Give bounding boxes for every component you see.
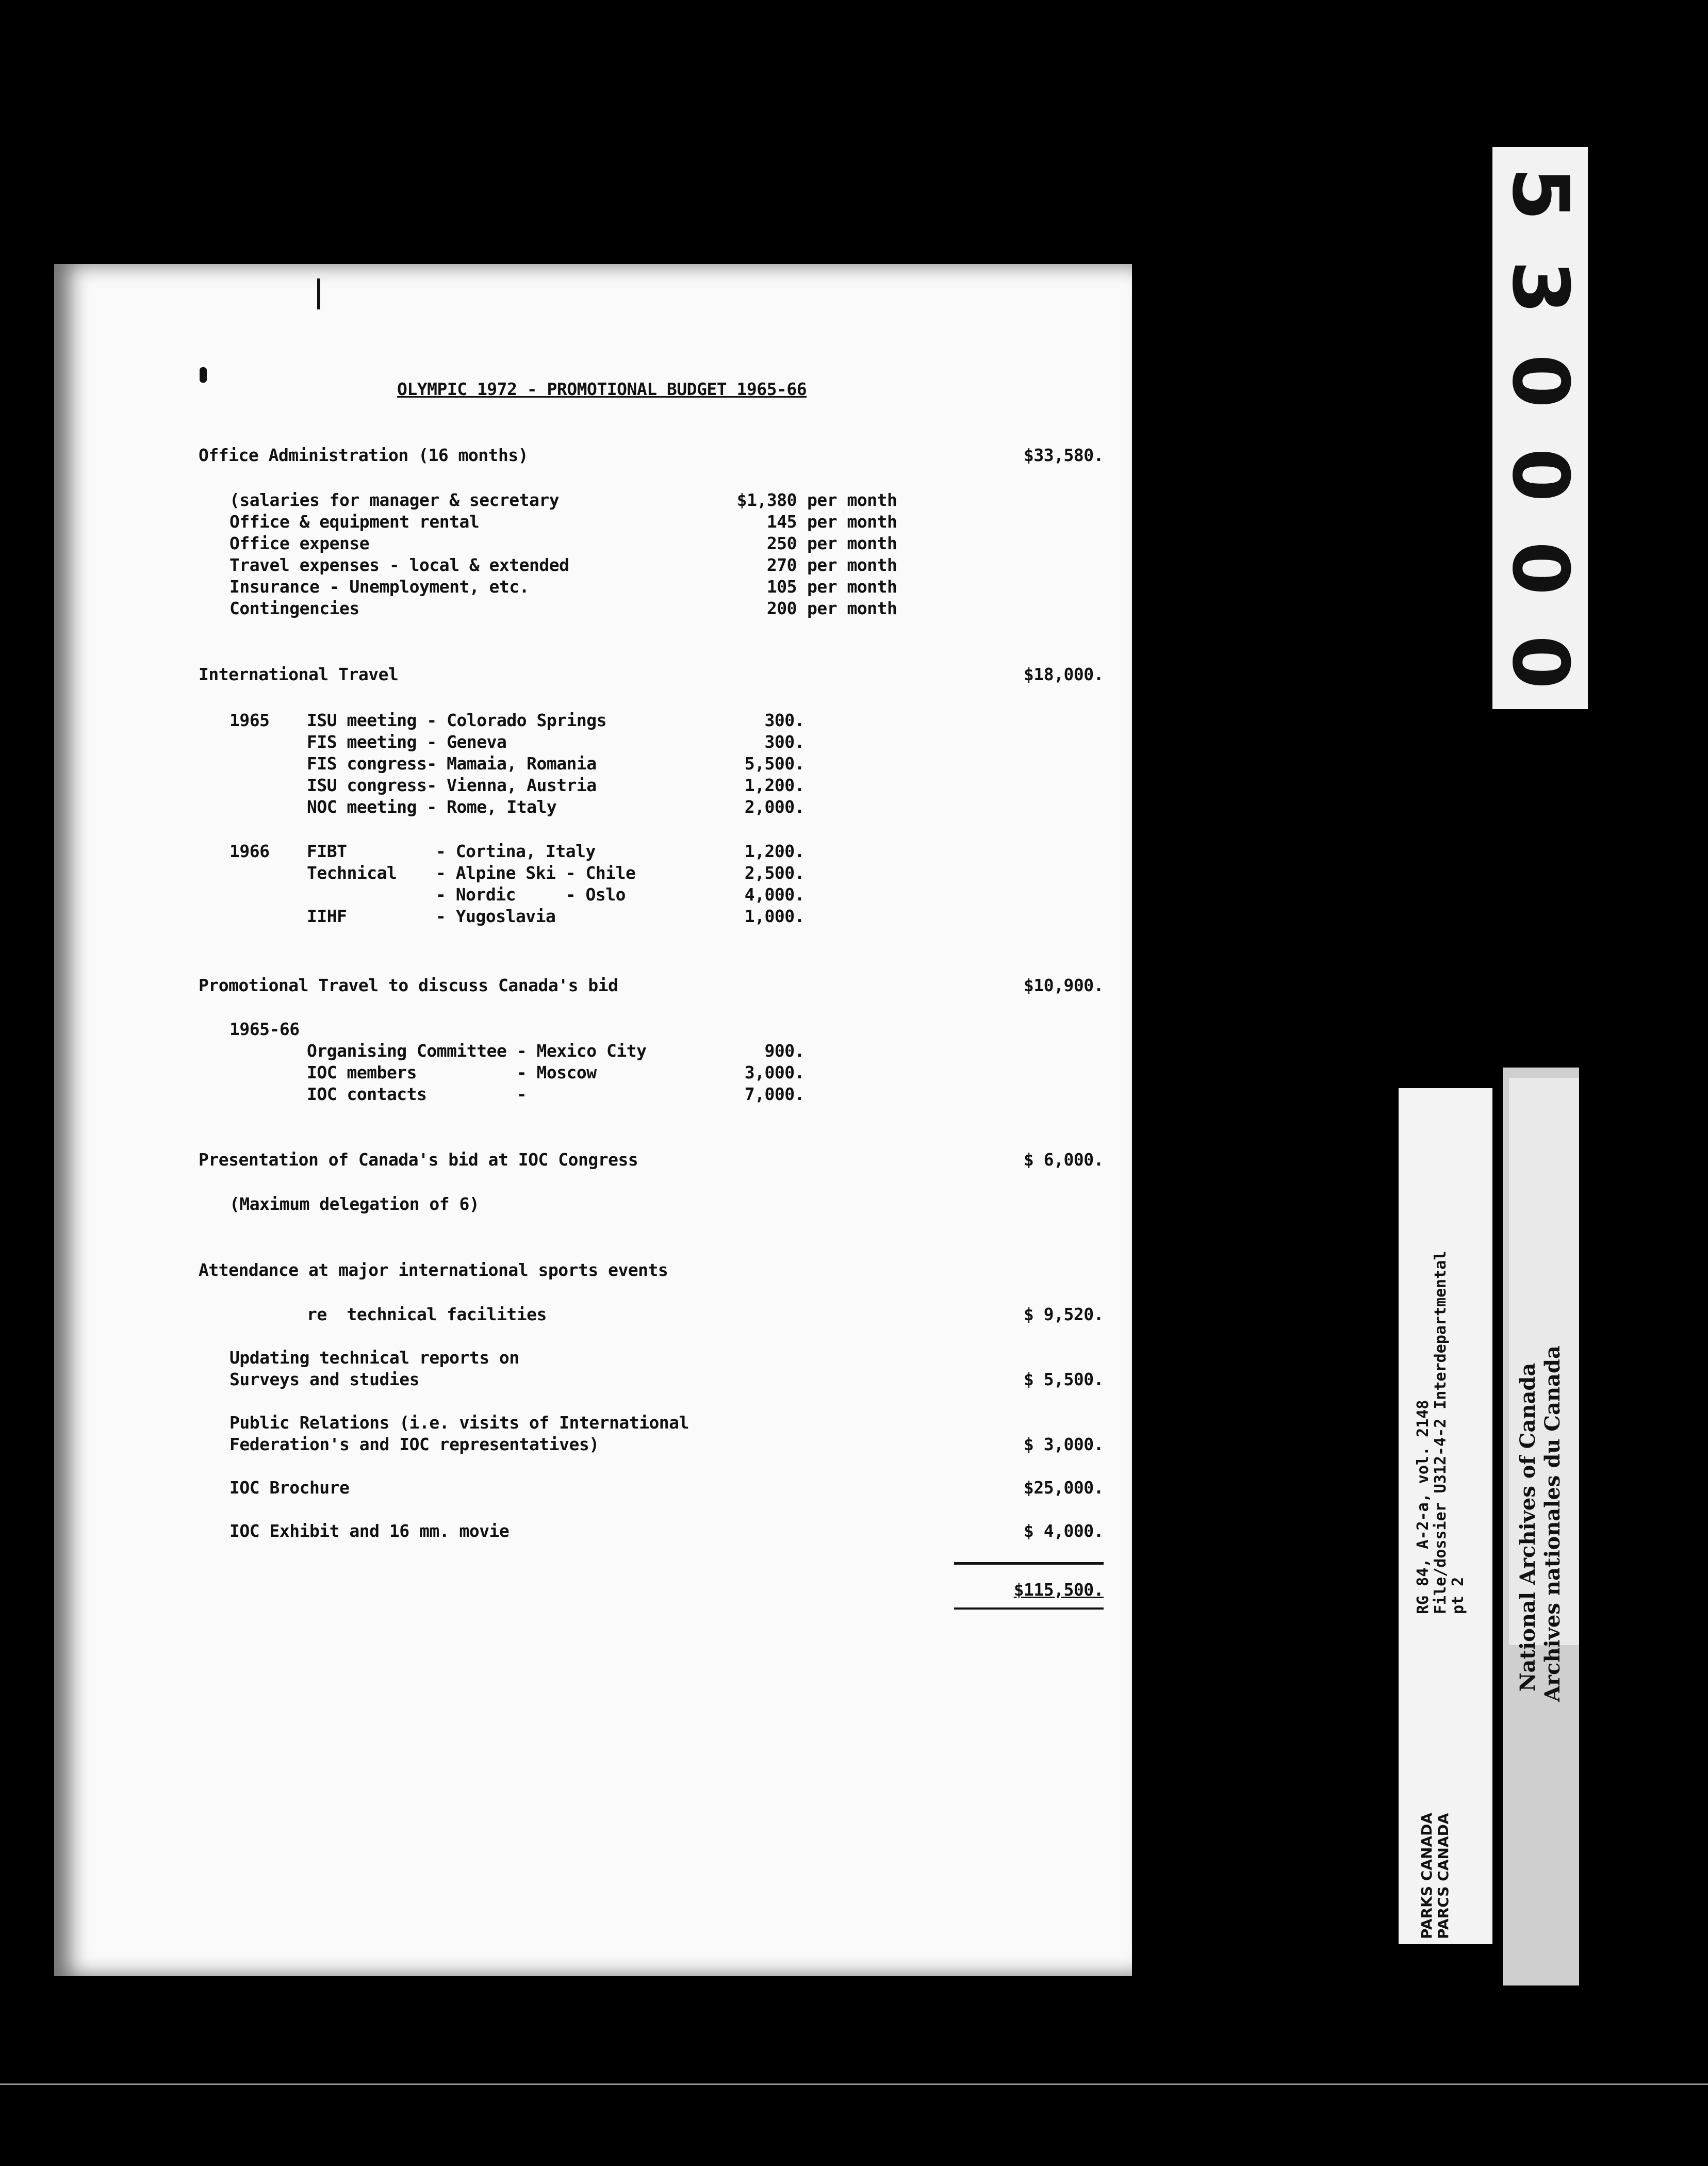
pr-line2: Federation's and IOC representatives): [229, 1434, 599, 1454]
office-line-amount: 145: [766, 512, 797, 532]
intl-row-amount: 300.: [764, 732, 804, 752]
intl-row-amount: 4,000.: [744, 884, 804, 905]
frame-digit: 0: [1495, 448, 1585, 502]
intl-row-org: FIBT: [307, 841, 347, 861]
office-line-amount: 200: [766, 598, 797, 618]
promo-row-desc: IOC members - Moscow: [307, 1062, 597, 1082]
office-line-desc: Insurance - Unemployment, etc.: [229, 577, 530, 597]
intl-row-desc: FIS congress- Mamaia, Romania: [307, 753, 597, 774]
promo-row-desc: IOC contacts -: [307, 1084, 527, 1104]
promo-year: 1965-66: [229, 1019, 300, 1039]
intl-year-1966: 1966: [229, 841, 270, 861]
intl-row-desc: - Yugoslavia: [436, 906, 556, 926]
office-line-unit: per month: [807, 512, 897, 532]
intl-row-desc: NOC meeting - Rome, Italy: [307, 797, 557, 817]
brochure-label: IOC Brochure: [229, 1478, 350, 1498]
intl-row-amount: 2,500.: [744, 863, 804, 883]
office-line-unit: per month: [807, 533, 897, 553]
section-total-presentation: $ 6,000.: [1024, 1150, 1104, 1170]
archive-reference-label: [1399, 1088, 1492, 1944]
promo-row-amount: 900.: [764, 1041, 804, 1061]
office-line-amount: $1,380: [736, 490, 797, 510]
grand-total: $115,500.: [1013, 1580, 1104, 1600]
office-line-desc: Travel expenses - local & extended: [229, 555, 569, 575]
nac-english: National Archives of Canada: [1516, 1363, 1540, 1692]
intl-year-1965: 1965: [229, 710, 270, 730]
parks-canada-fr: PARCS CANADA: [1435, 1813, 1452, 1939]
frame-digit: 0: [1495, 542, 1585, 596]
section-total-pr: $ 3,000.: [1024, 1434, 1104, 1454]
intl-row-org: IIHF: [307, 906, 347, 926]
office-line-unit: per month: [807, 555, 897, 575]
section-total-exhibit: $ 4,000.: [1024, 1521, 1104, 1541]
section-heading-presentation: Presentation of Canada's bid at IOC Congress: [199, 1150, 638, 1170]
section-heading-promo: Promotional Travel to discuss Canada's bid: [199, 975, 618, 995]
section-total-attendance: $ 9,520.: [1024, 1304, 1104, 1324]
intl-row-desc: ISU congress- Vienna, Austria: [307, 775, 597, 795]
exhibit-label: IOC Exhibit and 16 mm. movie: [229, 1521, 510, 1541]
intl-row-amount: 2,000.: [744, 797, 804, 817]
promo-row-desc: Organising Committee - Mexico City: [307, 1041, 647, 1061]
promo-row-amount: 3,000.: [744, 1062, 804, 1082]
office-line-desc: Office & equipment rental: [229, 512, 480, 532]
page-title: OLYMPIC 1972 - PROMOTIONAL BUDGET 1965-66: [397, 379, 807, 399]
office-line-unit: per month: [807, 577, 897, 597]
intl-row-desc: FIS meeting - Geneva: [307, 732, 507, 752]
intl-row-amount: 300.: [764, 710, 804, 730]
nac-french: Archives nationales du Canada: [1540, 1345, 1565, 1702]
section-total-office: $33,580.: [1024, 445, 1104, 465]
parks-canada-en: PARKS CANADA: [1418, 1812, 1435, 1939]
pr-line1: Public Relations (i.e. visits of International: [229, 1413, 689, 1433]
office-line-amount: 250: [766, 533, 797, 553]
frame-number-strip: [1492, 147, 1588, 709]
intl-row-org: Technical: [307, 863, 397, 883]
section-total-brochure: $25,000.: [1024, 1478, 1104, 1498]
national-archives-label: [1509, 1078, 1579, 1702]
intl-row-desc: - Cortina, Italy: [436, 841, 596, 861]
document-page: [54, 264, 1132, 1976]
section-total-intl: $18,000.: [1024, 664, 1104, 684]
office-line-unit: per month: [807, 490, 897, 510]
frame-digit: 3: [1495, 260, 1585, 315]
sum-rule: [954, 1562, 1104, 1565]
ink-mark: [317, 278, 320, 309]
section-total-promo: $10,900.: [1024, 975, 1104, 995]
intl-row-desc: ISU meeting - Colorado Springs: [307, 710, 607, 730]
updating-line1: Updating technical reports on: [229, 1348, 519, 1368]
archive-ref-line1: RG 84, A-2-a, vol. 2148: [1414, 1400, 1432, 1614]
office-line-amount: 270: [766, 555, 797, 575]
double-underline: [954, 1607, 1104, 1610]
intl-row-amount: 5,500.: [744, 753, 804, 774]
section-heading-office: Office Administration (16 months): [199, 445, 529, 465]
intl-row-desc: - Alpine Ski - Chile: [436, 863, 636, 883]
archive-ref-line2: File/dossier U312-4-2 Interdepartmental: [1432, 1251, 1450, 1614]
office-line-desc: (salaries for manager & secretary: [229, 490, 560, 510]
section-heading-intl: International Travel: [199, 664, 399, 684]
ink-mark: [200, 367, 207, 383]
intl-row-amount: 1,200.: [744, 841, 804, 861]
section-heading-attendance: Attendance at major international sports events: [199, 1260, 668, 1280]
office-line-unit: per month: [807, 598, 897, 618]
intl-row-desc: - Nordic - Oslo: [436, 884, 626, 905]
promo-row-amount: 7,000.: [744, 1084, 804, 1104]
frame-digit: 5: [1495, 167, 1585, 221]
office-line-amount: 105: [766, 577, 797, 597]
presentation-note: (Maximum delegation of 6): [229, 1194, 480, 1214]
section-total-updating: $ 5,500.: [1024, 1369, 1104, 1389]
intl-row-amount: 1,200.: [744, 775, 804, 795]
intl-row-amount: 1,000.: [744, 906, 804, 926]
attendance-sub: re technical facilities: [307, 1304, 547, 1324]
frame-digit: 0: [1495, 635, 1585, 690]
archive-ref-line3: pt 2: [1449, 1577, 1467, 1614]
frame-digit: 0: [1495, 354, 1585, 408]
office-line-desc: Contingencies: [229, 598, 359, 618]
office-line-desc: Office expense: [229, 533, 370, 553]
frame-divider: [0, 2083, 1708, 2085]
updating-line2: Surveys and studies: [229, 1369, 419, 1389]
